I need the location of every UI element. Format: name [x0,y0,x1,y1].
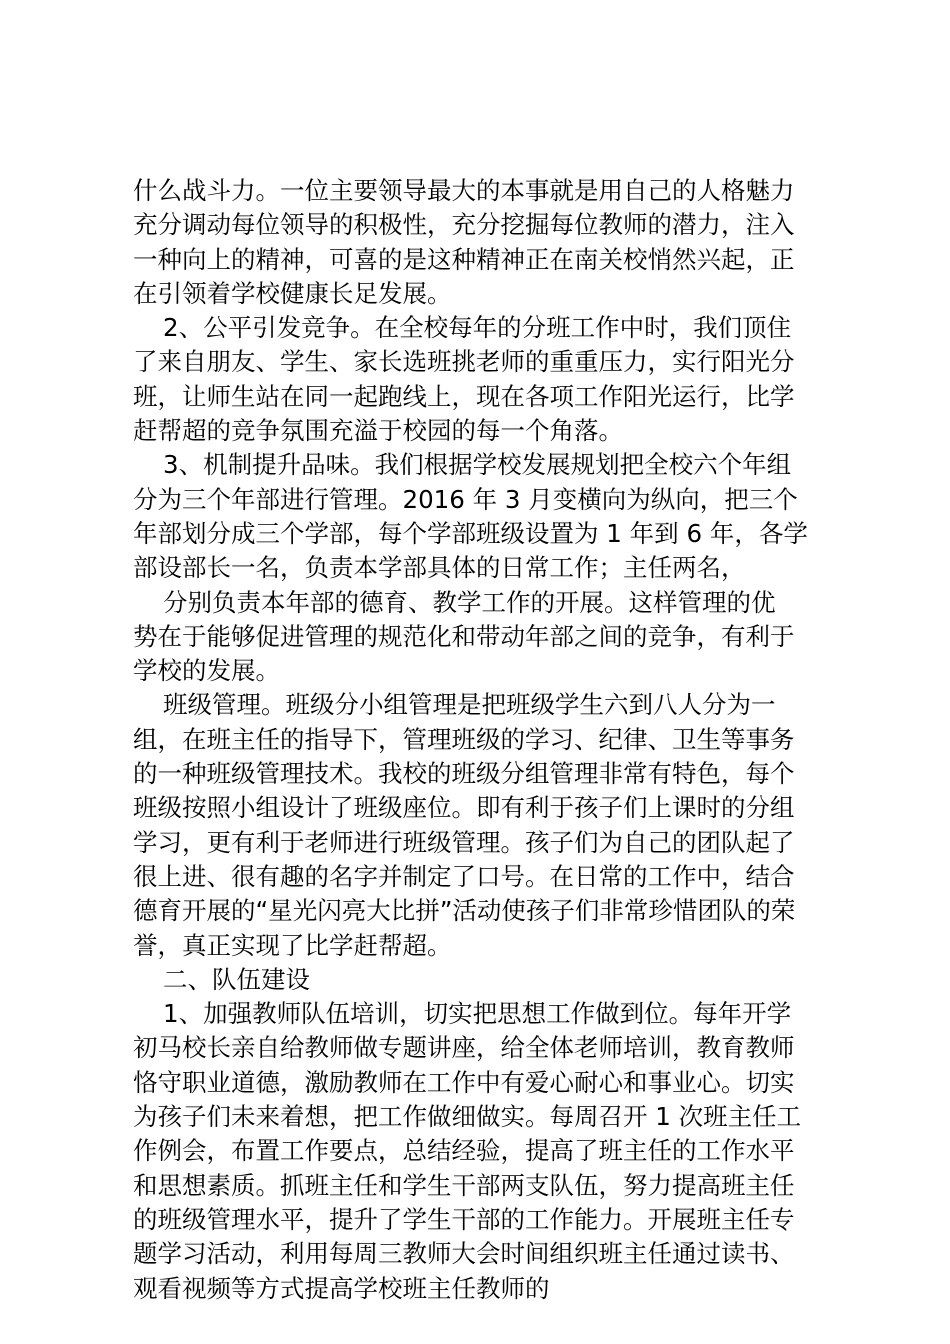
text-line: 班级管理。班级分小组管理是把班级学生六到八人分为一 [163,690,776,720]
text-line: 的一种班级管理技术。我校的班级分组管理非常有特色，每个 [133,759,795,789]
text-line: 部设部长一名，负责本学部具体的日常工作；主任两名， [133,553,746,583]
text-line: 的班级管理水平，提升了学生干部的工作能力。开展班主任专 [133,1204,795,1234]
text-line: 一种向上的精神，可喜的是这种精神正在南关校悄然兴起，正 [133,244,795,274]
text-line: 作例会，布置工作要点，总结经验，提高了班主任的工作水平 [133,1136,795,1166]
document-body [133,174,825,1306]
text-line: 赶帮超的竞争氛围充溢于校园的每一个角落。 [133,416,623,446]
text-line: 很上进、很有趣的名字并制定了口号。在日常的工作中，结合 [133,861,795,891]
text-line: 2、公平引发竞争。在全校每年的分班工作中时，我们顶住 [163,313,792,343]
text-line: 班级按照小组设计了班级座位。即有利于孩子们上课时的分组 [133,793,795,823]
text-line: 了来自朋友、学生、家长选班挑老师的重重压力，实行阳光分 [133,347,795,377]
text-line: 学习，更有利于老师进行班级管理。孩子们为自己的团队起了 [133,827,795,857]
text-line: 势在于能够促进管理的规范化和带动年部之间的竞争，有利于 [133,621,795,651]
text-line: 观看视频等方式提高学校班主任教师的 [133,1273,550,1303]
text-line: 年部划分成三个学部，每个学部班级设置为 1 年到 6 年，各学 [133,518,808,548]
text-line: 组，在班主任的指导下，管理班级的学习、纪律、卫生等事务 [133,724,795,754]
text-line: 初马校长亲自给教师做专题讲座，给全体老师培训，教育教师 [133,1033,795,1063]
text-line: 题学习活动，利用每周三教师大会时间组织班主任通过读书、 [133,1239,795,1269]
text-line: 什么战斗力。一位主要领导最大的本事就是用自己的人格魅力 [133,176,795,205]
text-line: 德育开展的“星光闪亮大比拼”活动使孩子们非常珍惜团队的荣 [133,896,796,926]
text-line: 分别负责本年部的德育、教学工作的开展。这样管理的优 [163,587,776,617]
text-line: 1、加强教师队伍培训，切实把思想工作做到位。每年开学 [163,999,792,1029]
text-line: 分为三个年部进行管理。2016 年 3 月变横向为纵向，把三个 [133,484,798,514]
text-line: 在引领着学校健康长足发展。 [133,278,452,308]
text-line: 3、机制提升品味。我们根据学校发展规划把全校六个年组 [163,450,792,480]
text-line: 班，让师生站在同一起跑线上，现在各项工作阳光运行，比学 [133,381,795,411]
text-line: 为孩子们未来着想，把工作做细做实。每周召开 1 次班主任工 [133,1102,802,1132]
text-line: 恪守职业道德，激励教师在工作中有爱心耐心和事业心。切实 [133,1067,795,1097]
text-line: 学校的发展。 [133,656,280,686]
text-line: 和思想素质。抓班主任和学生干部两支队伍，努力提高班主任 [133,1170,795,1200]
text-line: 充分调动每位领导的积极性，充分挖掘每位教师的潜力，注入 [133,210,795,240]
text-line: 誉，真正实现了比学赶帮超。 [133,930,452,960]
text-line: 二、队伍建设 [163,964,310,994]
